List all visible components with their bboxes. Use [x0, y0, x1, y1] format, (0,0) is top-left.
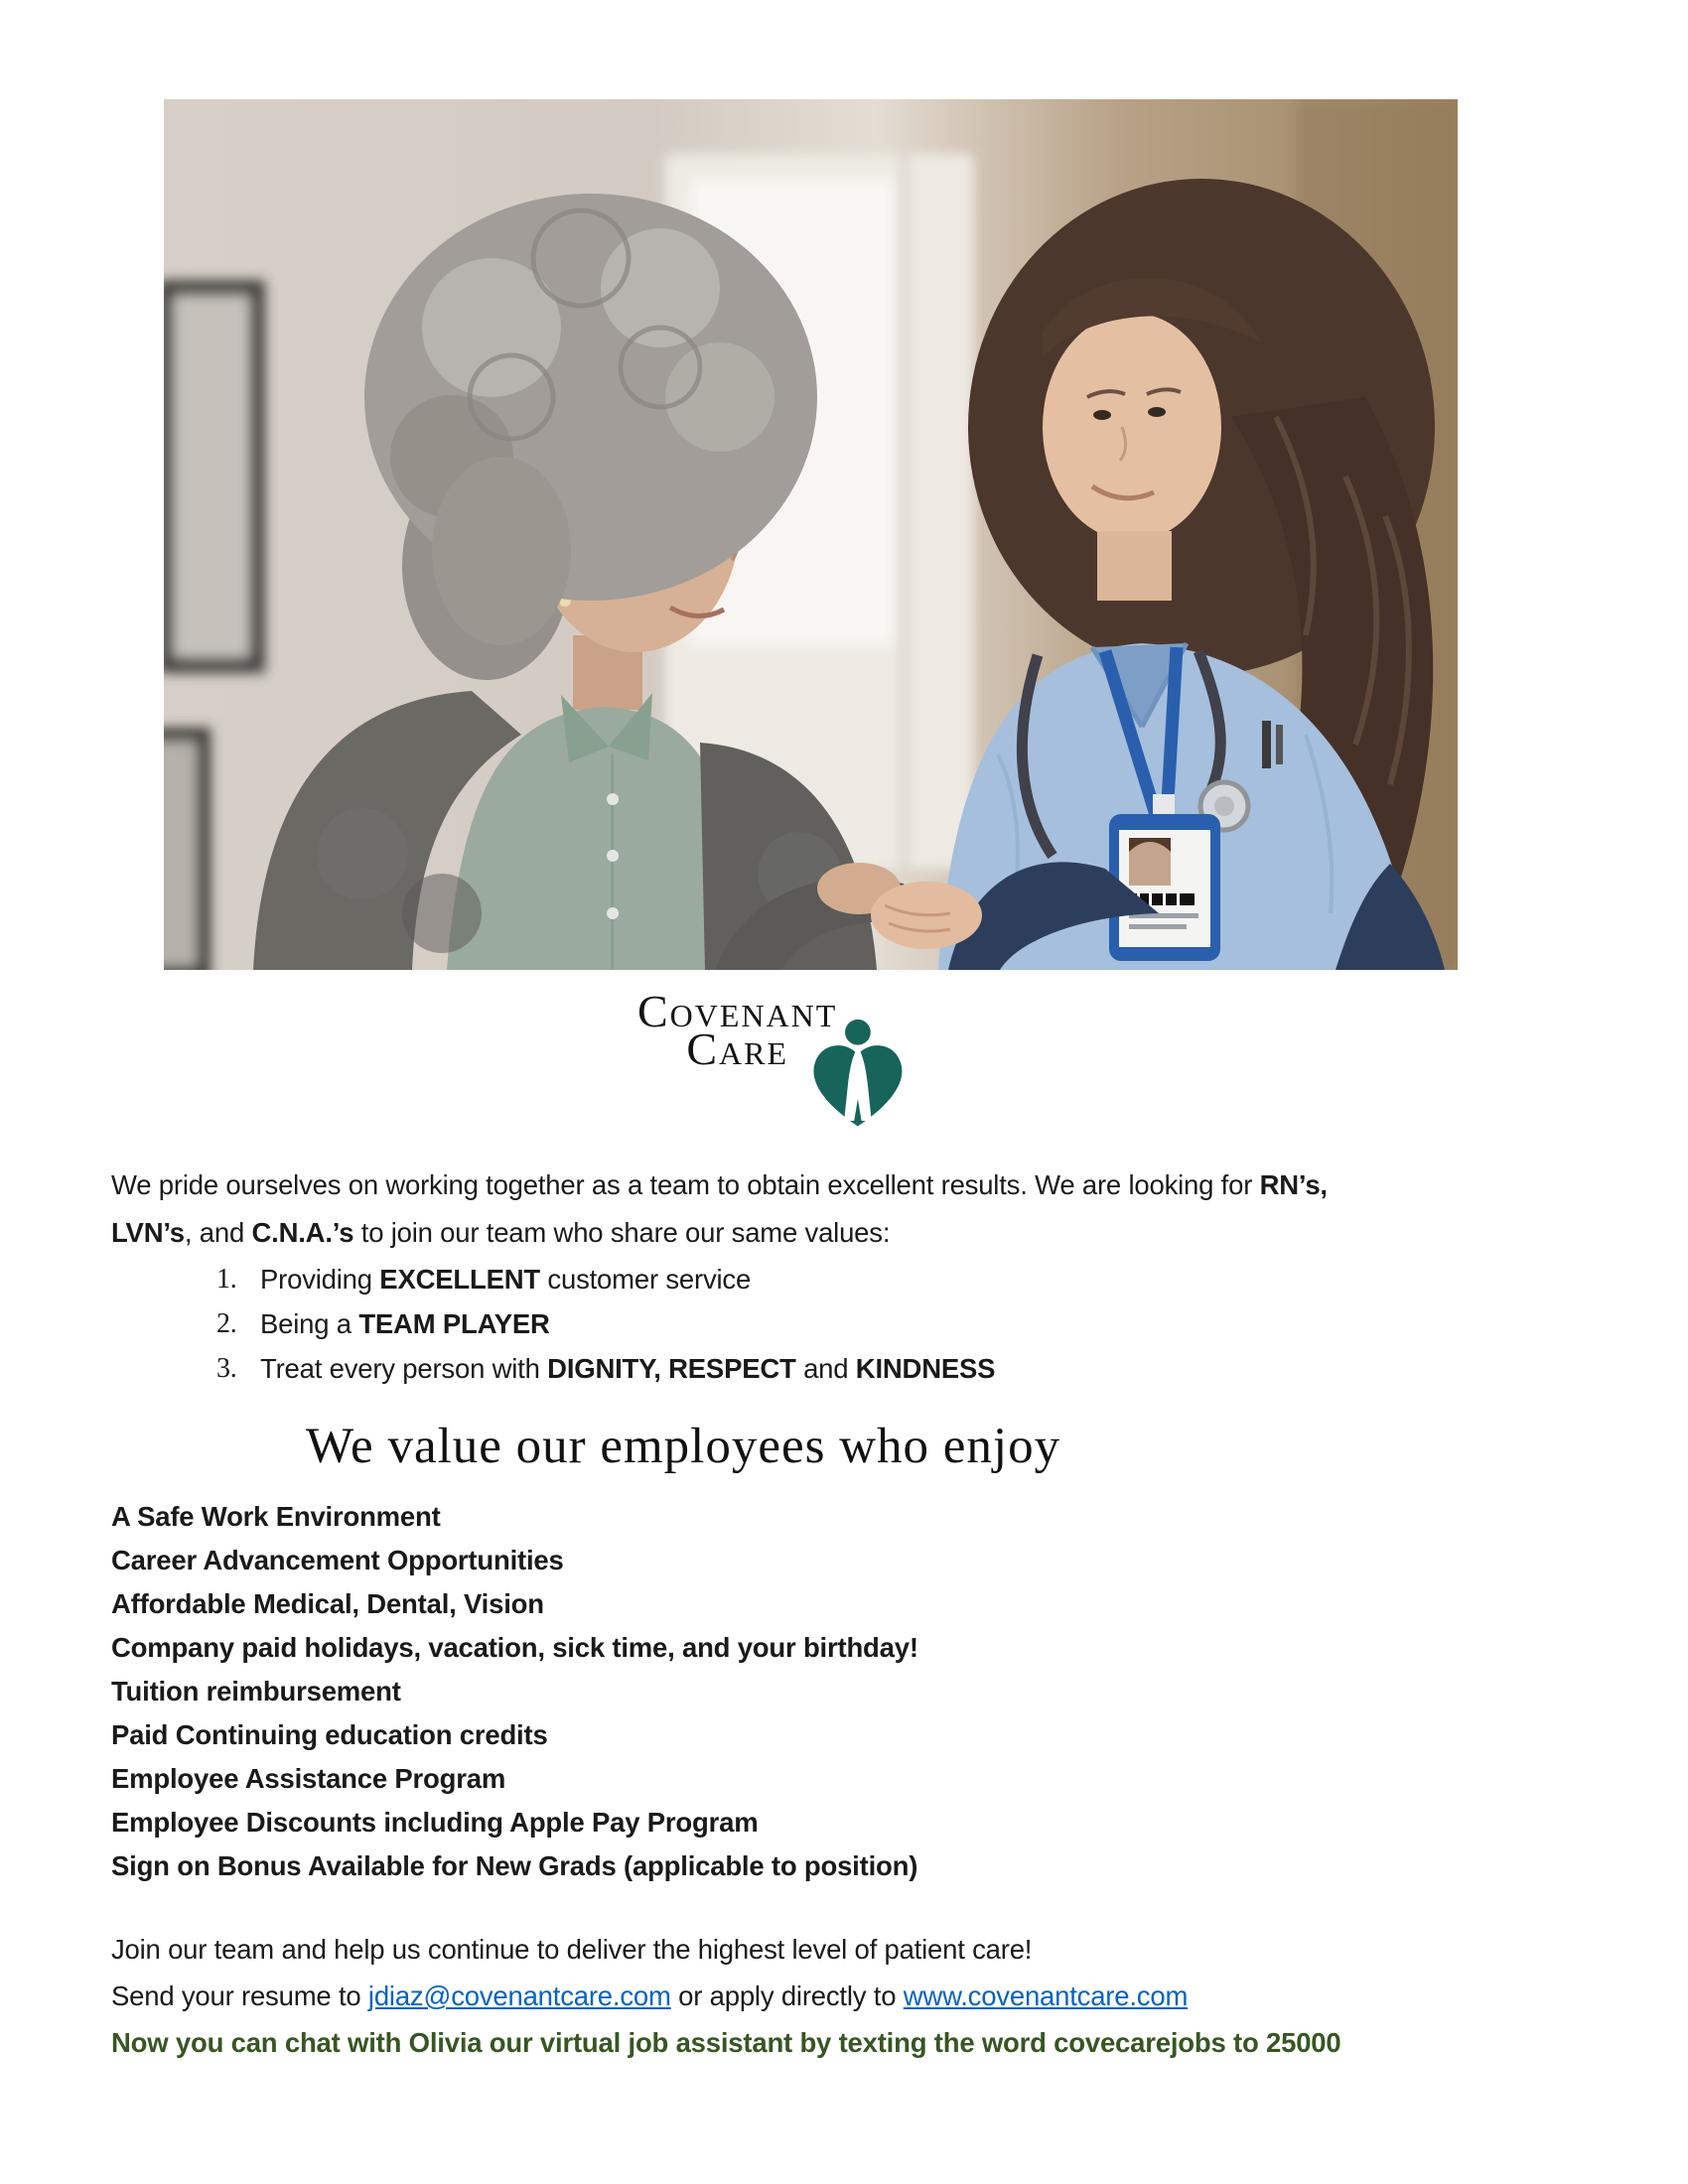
- intro-line-1: We pride ourselves on working together as a team to obtain excellent results. We are looking for RN’s,: [111, 1169, 1328, 1200]
- website-link[interactable]: www.covenantcare.com: [903, 1980, 1189, 2011]
- benefit-item: Company paid holidays, vacation, sick time, and your birthday!: [111, 1632, 918, 1663]
- list-number: 1.: [216, 1264, 237, 1295]
- list-item: [216, 1301, 995, 1346]
- benefit-item: Employee Assistance Program: [111, 1763, 506, 1794]
- list-item-text: Being a TEAM PLAYER: [260, 1308, 550, 1339]
- benefit-item: Career Advancement Opportunities: [111, 1545, 564, 1575]
- benefits-list: [111, 1495, 918, 1888]
- benefit-item: Tuition reimbursement: [111, 1676, 401, 1706]
- list-item: [216, 1257, 995, 1301]
- heart-with-person-icon: [801, 1019, 913, 1132]
- list-number: 3.: [216, 1353, 237, 1384]
- photo-illustration: [164, 99, 1458, 970]
- nurse-figure: [938, 179, 1445, 970]
- logo-line-covenant: Covenant: [637, 986, 838, 1036]
- list-item: [216, 1346, 995, 1391]
- logo-line-care: Care: [686, 1024, 788, 1074]
- chat-line: Now you can chat with Olivia our virtual job assistant by texting the word covecarejobs to 25000: [111, 2027, 1341, 2058]
- intro-paragraph: [111, 1161, 1581, 1257]
- benefit-item: Employee Discounts including Apple Pay Program: [111, 1807, 759, 1838]
- intro-line-2: LVN’s, and C.N.A.’s to join our team who share our same values:: [111, 1217, 891, 1248]
- list-item-text: Providing EXCELLENT customer service: [260, 1264, 752, 1295]
- benefit-item: Paid Continuing education credits: [111, 1719, 548, 1750]
- wall-frame: [166, 288, 257, 665]
- photo-elderly-woman-and-nurse: [164, 99, 1458, 970]
- section-heading: We value our employees who enjoy: [306, 1419, 1061, 1474]
- covenant-care-logo: [637, 986, 913, 1132]
- list-item-text: Treat every person with DIGNITY, RESPECT and KINDNESS: [260, 1353, 996, 1384]
- resume-middle: or apply directly to: [670, 1980, 904, 2011]
- list-number: 2.: [216, 1308, 237, 1339]
- email-link[interactable]: jdiaz@covenantcare.com: [367, 1980, 671, 2011]
- closing-block: [111, 1926, 1340, 2066]
- resume-prefix: Send your resume to: [111, 1980, 368, 2011]
- values-list: [216, 1257, 995, 1391]
- benefit-item: A Safe Work Environment: [111, 1501, 441, 1532]
- join-line: Join our team and help us continue to deliver the highest level of patient care!: [111, 1934, 1033, 1965]
- benefit-item: Sign on Bonus Available for New Grads (applicable to position): [111, 1850, 918, 1881]
- benefit-item: Affordable Medical, Dental, Vision: [111, 1588, 544, 1619]
- resume-line: [111, 1973, 1340, 2019]
